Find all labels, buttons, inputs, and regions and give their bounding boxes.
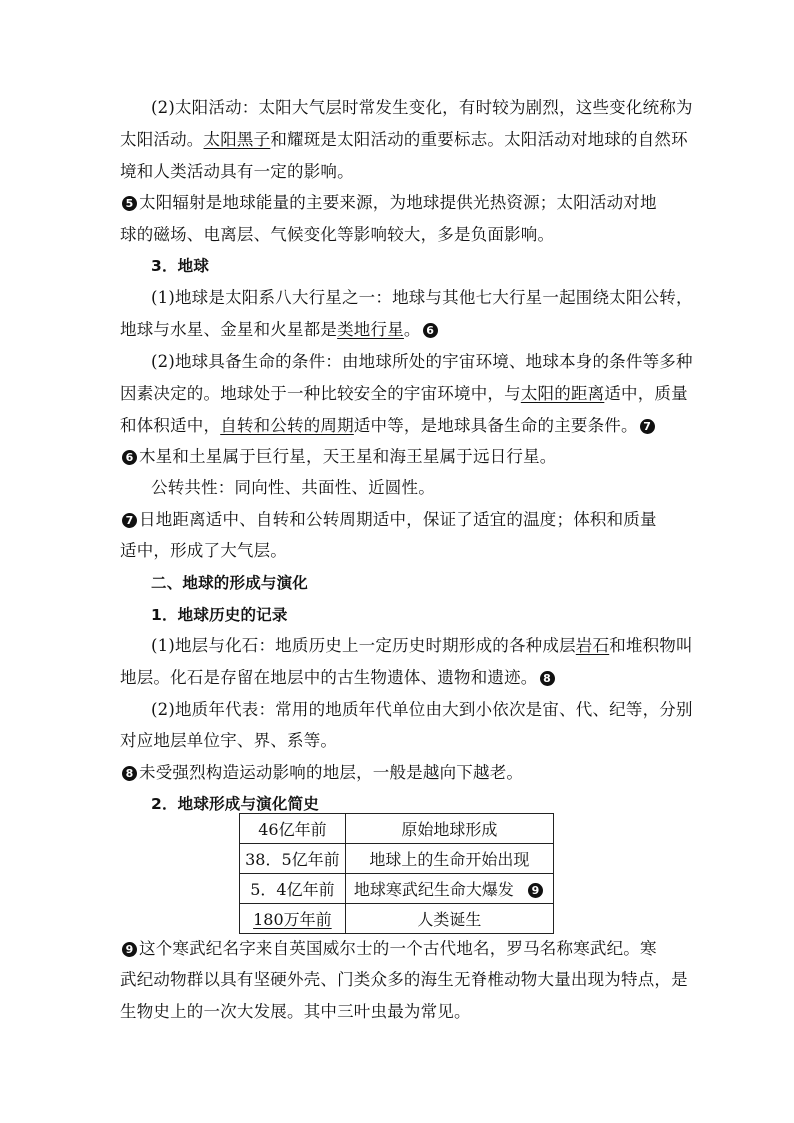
time-cell: 38．5亿年前 — [240, 844, 346, 874]
heading-earth: 3．地球 — [151, 257, 210, 275]
note-9-cont: 武纪动物群以具有坚硬外壳、门类众多的海生无脊椎动物大量出现为特点，是 — [120, 970, 688, 989]
event-cell: 地球寒武纪生命大爆发 9 — [345, 874, 553, 904]
note-7: 7 日地距离适中、自转和公转周期适中，保证了适宜的温度；体积和质量 — [120, 510, 680, 530]
paragraph-life-conditions-end: 和体积适中，自转和公转的周期适中等，是地球具备生命的主要条件。 7 — [120, 416, 680, 436]
circled-number-icon: 6 — [122, 450, 137, 465]
event-cell: 人类诞生 — [345, 904, 553, 934]
table-row — [240, 844, 554, 874]
circled-number-icon: 5 — [122, 196, 137, 211]
heading-earth-history: 1．地球历史的记录 — [151, 606, 288, 624]
paragraph-geologic-time: (2)地质年代表：常用的地质年代单位由大到小依次是宙、代、纪等，分别 — [151, 700, 693, 719]
paragraph-life-conditions: (2)地球具备生命的条件：由地球所处的宇宙环境、地球本身的条件等多种 — [151, 352, 693, 371]
paragraph-strata-cont: 地层。化石是存留在地层中的古生物遗体、遗物和遗迹。 8 — [120, 668, 680, 688]
paragraph-solar-activity-cont: 太阳活动。太阳黑子和耀斑是太阳活动的重要标志。太阳活动对地球的自然环 — [120, 130, 688, 149]
paragraph-strata: (1)地层与化石：地质历史上一定历史时期形成的各种成层岩石和堆积物叫 — [151, 636, 693, 655]
underline-terrestrial-planet: 类地行星 — [337, 320, 404, 339]
note-5-cont: 球的磁场、电离层、气候变化等影响较大，多是负面影响。 — [120, 225, 555, 244]
underline-rock: 岩石 — [575, 636, 610, 655]
timeline-table — [239, 813, 554, 934]
heading-earth-formation: 二、地球的形成与演化 — [151, 574, 309, 592]
note-8: 8 未受强烈构造运动影响的地层，一般是越向下越老。 — [120, 763, 680, 783]
circled-number-icon: 6 — [423, 323, 438, 338]
underline-rotation-period: 自转和公转的周期 — [220, 416, 354, 435]
note-6-orbit: 公转共性：同向性、共面性、近圆性。 — [151, 478, 435, 497]
circled-number-icon: 7 — [122, 513, 137, 528]
paragraph-solar-activity-end: 境和人类活动具有一定的影响。 — [120, 162, 354, 181]
event-cell: 原始地球形成 — [345, 814, 553, 844]
table-row — [240, 814, 554, 844]
note-9: 9 这个寒武纪名字来自英国威尔士的一个古代地名，罗马名称寒武纪。寒 — [120, 939, 680, 959]
table-row — [240, 874, 554, 904]
circled-number-icon: 8 — [540, 671, 555, 686]
circled-number-icon: 8 — [122, 766, 137, 781]
note-5: 5 太阳辐射是地球能量的主要来源，为地球提供光热资源；太阳活动对地 — [120, 193, 680, 213]
note-7-cont: 适中，形成了大气层。 — [120, 541, 287, 560]
underline-sun-distance: 太阳的距离 — [520, 384, 605, 403]
time-cell: 180万年前 — [240, 904, 346, 934]
event-cell: 地球上的生命开始出现 — [345, 844, 553, 874]
paragraph-geologic-time-cont: 对应地层单位宇、界、系等。 — [120, 731, 338, 750]
table-row — [240, 904, 554, 934]
circled-number-icon: 9 — [122, 942, 137, 957]
time-cell: 46亿年前 — [240, 814, 346, 844]
circled-number-icon: 9 — [528, 883, 543, 898]
paragraph-solar-activity: (2)太阳活动：太阳大气层时常发生变化，有时较为剧烈，这些变化统称为 — [151, 98, 693, 117]
note-6: 6 木星和土星属于巨行星，天王星和海王星属于远日行星。 — [120, 447, 680, 467]
paragraph-life-conditions-cont: 因素决定的。地球处于一种比较安全的宇宙环境中，与太阳的距离适中，质量 — [120, 384, 688, 403]
underline-sunspot: 太阳黑子 — [203, 130, 271, 149]
heading-evolution-history: 2．地球形成与演化简史 — [151, 795, 319, 813]
time-cell: 5．4亿年前 — [240, 874, 346, 904]
circled-number-icon: 7 — [640, 419, 655, 434]
paragraph-earth-planet: (1)地球是太阳系八大行星之一：地球与其他七大行星一起围绕太阳公转， — [151, 288, 693, 307]
note-9-end: 生物史上的一次大发展。其中三叶虫最为常见。 — [120, 1002, 471, 1021]
paragraph-earth-planet-cont: 地球与水星、金星和火星都是类地行星。 6 — [120, 320, 680, 340]
